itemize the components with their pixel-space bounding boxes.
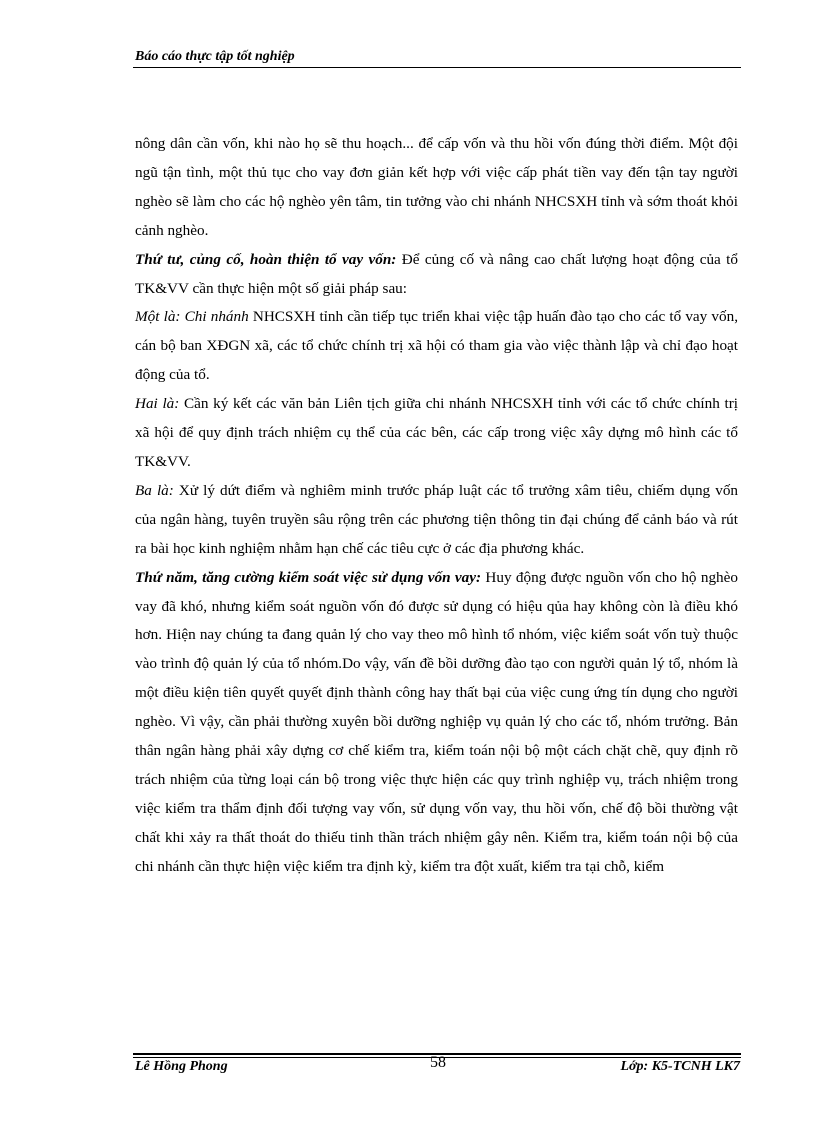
- section-heading-thu-tu: Thứ tư, củng cố, hoàn thiện tổ vay vốn:: [135, 250, 397, 268]
- body-text: [135, 130, 738, 882]
- paragraph-2-text: Để củng cố và nâng cao chất lượng hoạt động của tổ TK&VV cần thực hiện một số giải pháp sau:: [135, 250, 738, 297]
- item-lead-hai-la: Hai là:: [135, 395, 180, 413]
- header-rule: [133, 67, 741, 68]
- paragraph-4: [135, 390, 738, 477]
- paragraph-3-text: NHCSXH tỉnh cần tiếp tục triển khai việc tập huấn đào tạo cho các tổ vay vốn, cán bộ ban XĐGN xã, các tổ chức chính trị xã hội có tham gia vào việc thành lập và chỉ đạo hoạt động của tổ.: [135, 308, 738, 384]
- paragraph-6: [135, 564, 738, 882]
- footer-class-label: Lớp: K5-TCNH LK7: [620, 1059, 740, 1074]
- item-lead-mot-la: Một là: Chi nhánh: [135, 308, 249, 326]
- paragraph-6-text: Huy động được nguồn vốn cho hộ nghèo vay đã khó, nhưng kiểm soát nguồn vốn đó được sử dụng có hiệu qủa hay không còn là điều khó hơn. Hiện nay chúng ta đang quản lý cho vay theo mô hình tổ nhóm, việc kiểm soát vốn tuỳ thuộc vào trình độ quản lý của tổ nhóm.Do vậy, vấn đề bồi dưỡng đào tạo con người quản lý tổ, nhóm là một điều kiện tiên quyết quyết định thành công hay thất bại của việc cung ứng tín dụng cho người nghèo. Vì vậy, cần phải thường xuyên bồi dưỡng nghiệp vụ quản lý cho các tổ, nhóm trưởng. Bản thân ngân hàng phải xây dựng cơ chế kiểm tra, kiểm toán nội bộ một cách chặt chẽ, quy định rõ trách nhiệm của từng loại cán bộ trong việc thực hiện các quy trình nghiệp vụ, trách nhiệm trong việc kiểm tra thẩm định đối tượng vay vốn, sử dụng vốn vay, thu hồi vốn, chế độ bồi thường vật chất khi xảy ra thất thoát do thiếu tinh thần trách nhiệm gây nên. Kiểm tra, kiểm toán nội bộ của chi nhánh cần thực hiện việc kiểm tra định kỳ, kiểm tra đột xuất, kiểm tra tại chỗ, kiểm: [135, 568, 738, 875]
- paragraph-3: [135, 303, 738, 390]
- footer-author: Lê Hồng Phong: [135, 1059, 228, 1074]
- paragraph-5: [135, 477, 738, 564]
- paragraph-4-text: Cần ký kết các văn bản Liên tịch giữa chi nhánh NHCSXH tỉnh với các tổ chức chính trị xã hội để quy định trách nhiệm cụ thể của các bên, các cấp trong việc xây dựng mô hình các tổ TK&VV.: [135, 395, 738, 470]
- header-title: Báo cáo thực tập tốt nghiệp: [135, 49, 295, 64]
- paragraph-1: [135, 130, 738, 246]
- page-number: 58: [430, 1054, 446, 1071]
- paragraph-5-text: Xử lý dứt điểm và nghiêm minh trước pháp luật các tổ trưởng xâm tiêu, chiếm dụng vốn của ngân hàng, tuyên truyền sâu rộng trên các phương tiện thông tin đại chúng để cảnh báo và rút ra bài học kinh nghiệm nhằm hạn chế các tiêu cực ở các địa phương khác.: [135, 481, 739, 557]
- paragraph-2: [135, 246, 738, 304]
- paragraph-1-text: nông dân cần vốn, khi nào họ sẽ thu hoạch... để cấp vốn và thu hồi vốn đúng thời điểm. Một đội ngũ tận tình, một thủ tục cho vay đơn giản kết hợp với việc cấp phát tiền vay đến tận tay người nghèo sẽ làm cho các hộ nghèo yên tâm, tin tưởng vào chi nhánh NHCSXH tỉnh và sớm thoát khỏi cảnh nghèo.: [135, 135, 738, 239]
- section-heading-thu-nam: Thứ năm, tăng cường kiểm soát việc sử dụng vốn vay:: [135, 568, 482, 586]
- item-lead-ba-la: Ba là:: [135, 481, 174, 499]
